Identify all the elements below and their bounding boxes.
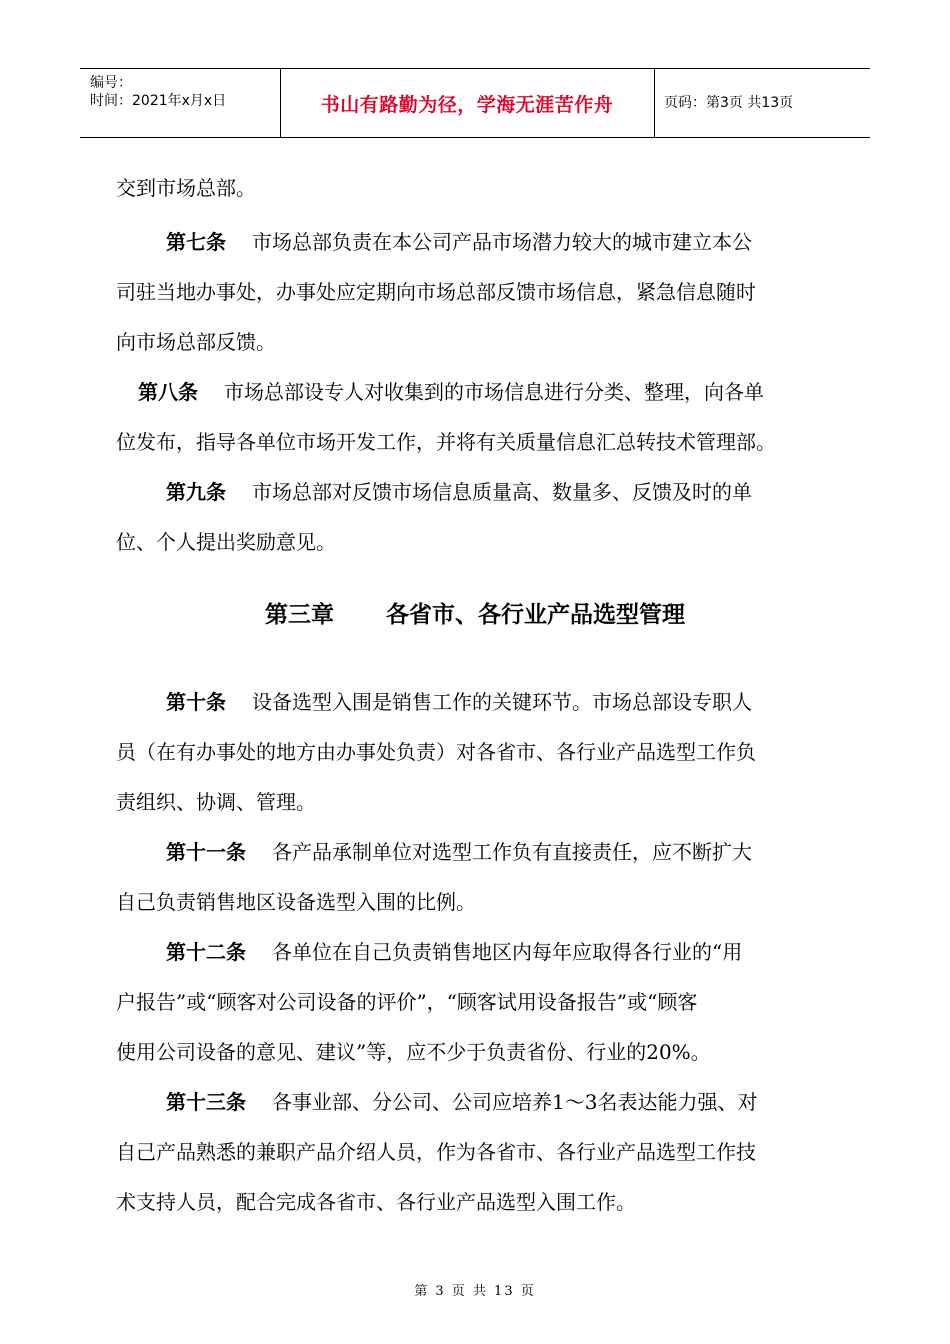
- article-7-line-3: 向市场总部反馈。: [116, 330, 276, 354]
- article-9-line-1: [166, 480, 752, 504]
- article-7-line-2: 司驻当地办事处，办事处应定期向市场总部反馈市场信息，紧急信息随时: [116, 280, 756, 304]
- article-12-line-1: [166, 940, 742, 964]
- chapter-heading: [0, 596, 950, 629]
- header-page-cell: [654, 69, 870, 137]
- header-meta-cell: [80, 69, 281, 137]
- chapter-number: 第三章: [265, 602, 334, 628]
- article-9-line-2: 位、个人提出奖励意见。: [116, 530, 336, 554]
- article-10-line-3: 责组织、协调、管理。: [116, 790, 316, 814]
- article-10-text: 设备选型入围是销售工作的关键环节。市场总部设专职人: [252, 690, 752, 714]
- article-8-line-2: 位发布，指导各单位市场开发工作，并将有关质量信息汇总转技术管理部。: [116, 430, 776, 454]
- article-10-label: 第十条: [166, 690, 226, 714]
- article-13-line-1: [166, 1090, 757, 1114]
- page-info: 页码：第3页 共13页: [664, 95, 794, 111]
- page-footer: 第 3 页 共 13 页: [414, 1284, 536, 1299]
- article-13-line-3: 术支持人员，配合完成各省市、各行业产品选型入围工作。: [116, 1190, 636, 1214]
- article-7-text: 市场总部负责在本公司产品市场潜力较大的城市建立本公: [252, 230, 752, 254]
- article-10-line-2: 员（在有办事处的地方由办事处负责）对各省市、各行业产品选型工作负: [116, 740, 756, 764]
- article-7-label: 第七条: [166, 230, 226, 254]
- article-12-label: 第十二条: [166, 940, 246, 964]
- article-12-line-3: 使用公司设备的意见、建议”等，应不少于负责省份、行业的20%。: [116, 1040, 711, 1064]
- article-11-label: 第十一条: [166, 840, 246, 864]
- article-9-label: 第九条: [166, 480, 226, 504]
- article-8-text: 市场总部设专人对收集到的市场信息进行分类、整理，向各单: [224, 380, 764, 404]
- chapter-title: 各省市、各行业产品选型管理: [386, 602, 685, 628]
- article-8-label: 第八条: [138, 380, 198, 404]
- document-header: [80, 68, 870, 138]
- article-11-line-1: [166, 840, 752, 864]
- code-label: 编号：: [90, 75, 132, 91]
- article-7-line-1: [166, 230, 752, 254]
- article-8-line-1: [138, 380, 764, 404]
- article-11-text: 各产品承制单位对选型工作负有直接责任，应不断扩大: [272, 840, 752, 864]
- paragraph-line: 交到市场总部。: [116, 176, 256, 200]
- article-13-label: 第十三条: [166, 1090, 246, 1114]
- motto-text: 书山有路勤为径，学海无涯苦作舟: [320, 93, 614, 116]
- time-label: 时间：2021年x月x日: [90, 93, 227, 109]
- article-12-line-2: 户报告”或“顾客对公司设备的评价”，“顾客试用设备报告”或“顾客: [116, 990, 698, 1014]
- article-13-text: 各事业部、分公司、公司应培养1～3名表达能力强、对: [272, 1090, 758, 1114]
- article-13-line-2: 自己产品熟悉的兼职产品介绍人员，作为各省市、各行业产品选型工作技: [116, 1140, 756, 1164]
- article-12-text: 各单位在自己负责销售地区内每年应取得各行业的“用: [272, 940, 743, 964]
- article-11-line-2: 自己负责销售地区设备选型入围的比例。: [116, 890, 476, 914]
- header-motto-cell: [280, 69, 655, 137]
- article-10-line-1: [166, 690, 752, 714]
- article-9-text: 市场总部对反馈市场信息质量高、数量多、反馈及时的单: [252, 480, 752, 504]
